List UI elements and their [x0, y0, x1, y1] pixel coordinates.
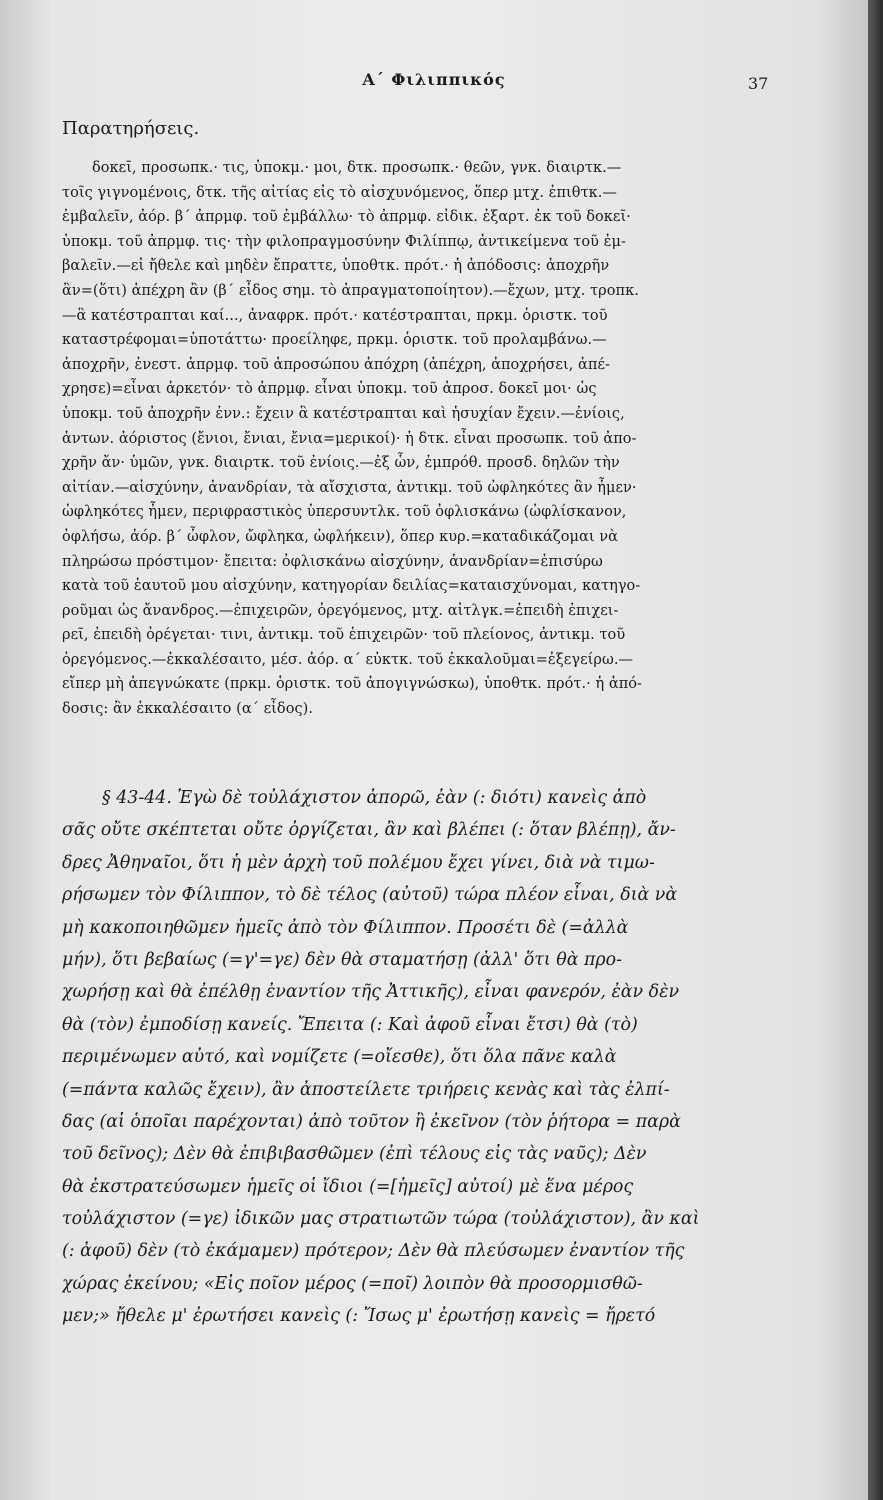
translation-line: δρες Ἀθηναῖοι, ὅτι ἡ μὲν ἀρχὴ τοῦ πολέμου ἔχει γίνει, διὰ νὰ τιμω-	[62, 852, 655, 873]
translation-line: § 43-44. Ἐγὼ δὲ τοὐλάχιστον ἀπορῶ, ἐὰν (: διότι) κανεὶς ἀπὸ	[102, 788, 647, 808]
translation-line: χωρήσῃ καὶ θὰ ἐπέλθῃ ἐναντίον τῆς Ἀττικῆς), εἶναι φανερόν, ἐὰν δὲν	[62, 982, 680, 1003]
note-line: ρεῖ, ἐπειδὴ ὀρέγεται· τινι, ἀντικμ. τοῦ ἐπιχειρῶν· τοῦ πλείονος, ἀντικμ. τοῦ	[62, 627, 626, 644]
translation-line: θὰ ἐκστρατεύσωμεν ἡμεῖς οἱ ἴδιοι (=[ἡμεῖς] αὐτοί) μὲ ἕνα μέρος	[62, 1176, 634, 1197]
translation-line: ρήσωμεν τὸν Φίλιππον, τὸ δὲ τέλος (αὐτοῦ) τώρα πλέον εἶναι, διὰ νὰ	[62, 885, 678, 906]
section-heading: Παρατηρήσεις.	[62, 118, 200, 139]
note-line: κατὰ τοῦ ἑαυτοῦ μου αἰσχύνην, κατηγορίαν δειλίας=καταισχύνομαι, κατηγο-	[62, 578, 641, 595]
translation-line: τοῦ δεῖνος); Δὲν θὰ ἐπιβιβασθῶμεν (ἐπὶ τέλους εἰς τὰς ναῦς); Δὲν	[62, 1144, 647, 1165]
note-line: ὀφλήσω, ἀόρ. β΄ ὦφλον, ὤφληκα, ὠφλήκειν), ὅπερ κυρ.=καταδικάζομαι νὰ	[62, 528, 618, 545]
note-line: δοσις: ἂν ἐκκαλέσαιτο (α΄ εἶδος).	[62, 701, 314, 718]
note-line: ὠφληκότες ἦμεν, περιφραστικὸς ὑπερσυντλκ. τοῦ ὀφλισκάνω (ὠφλίσκανον,	[62, 504, 627, 521]
page-number: 37	[748, 74, 769, 93]
note-line: ὑποκμ. τοῦ ἀπρμφ. τις· τὴν φιλοπραγμοσύνην Φιλίππῳ, ἀντικείμενα τοῦ ἐμ-	[62, 233, 626, 250]
note-line: ροῦμαι ὡς ἄνανδρος.—ἐπιχειρῶν, ὀρεγόμενος, μτχ. αἰτλγκ.=ἐπειδὴ ἐπιχει-	[62, 602, 619, 619]
translation-line: χώρας ἐκείνου; «Εἰς ποῖον μέρος (=ποῖ) λοιπὸν θὰ προσορμισθῶ-	[62, 1273, 643, 1294]
note-line: χρησε)=εἶναι ἀρκετόν· τὸ ἀπρμφ. εἶναι ὑποκμ. τοῦ ἀπροσ. δοκεῖ μοι· ὡς	[62, 381, 597, 398]
running-head: Α΄ Φιλιππικός	[362, 70, 506, 89]
translation-line: περιμένωμεν αὐτό, καὶ νομίζετε (=οἴεσθε), ὅτι ὅλα πᾶνε καλὰ	[62, 1047, 617, 1068]
note-line: ὑποκμ. τοῦ ἀποχρῆν ἐνν.: ἔχειν ἃ κατέστραπται καὶ ἡσυχίαν ἔχειν.—ἐνίοις,	[62, 405, 625, 422]
note-line: αἰτίαν.—αἰσχύνην, ἀνανδρίαν, τὰ αἴσχιστα, ἀντικμ. τοῦ ὠφληκότες ἂν ἦμεν·	[62, 479, 637, 496]
note-line: καταστρέφομαι=ὑποτάττω· προείληφε, πρκμ. ὁριστκ. τοῦ προλαμβάνω.—	[62, 332, 607, 349]
note-line: τοῖς γιγνομένοις, δτκ. τῆς αἰτίας εἰς τὸ αἰσχυνόμενος, ὅπερ μτχ. ἐπιθτκ.—	[62, 184, 617, 201]
note-line: ἂν=(ὅτι) ἀπέχρη ἂν (β΄ εἶδος σημ. τὸ ἀπραγματοποίητον).—ἔχων, μτχ. τροπκ.	[62, 282, 639, 299]
translation-line: (: ἀφοῦ) δὲν (τὸ ἐκάμαμεν) πρότερον; Δὲν θὰ πλεύσωμεν ἐναντίον τῆς	[62, 1241, 685, 1262]
translation-line: (=πάντα καλῶς ἔχειν), ἂν ἀποστείλετε τριήρεις κενὰς καὶ τὰς ἐλπί-	[62, 1079, 670, 1100]
translation-line: θὰ (τὸν) ἐμποδίσῃ κανείς. Ἔπειτα (: Καὶ ἀφοῦ εἶναι ἔτσι) θὰ (τὸ)	[62, 1014, 638, 1035]
notes-block	[62, 156, 767, 722]
note-line: —ἃ κατέστραπται καί..., ἀναφρκ. πρότ.· κατέστραπται, πρκμ. ὁριστκ. τοῦ	[62, 307, 608, 324]
translation-block	[62, 782, 767, 1333]
translation-line: δας (αἱ ὁποῖαι παρέχονται) ἀπὸ τοῦτον ἢ ἐκεῖνον (τὸν ῥήτορα = παρὰ	[62, 1111, 681, 1132]
translation-line: μήν), ὅτι βεβαίως (=γ'=γε) δὲν θὰ σταματήσῃ (ἀλλ' ὅτι θὰ προ-	[62, 949, 623, 970]
translation-line: τοὐλάχιστον (=γε) ἰδικῶν μας στρατιωτῶν τώρα (τοὐλάχιστον), ἂν καὶ	[62, 1209, 700, 1230]
note-line: ἀποχρῆν, ἐνεστ. ἀπρμφ. τοῦ ἀπροσώπου ἀπόχρη (ἀπέχρη, ἀποχρήσει, ἀπέ-	[62, 356, 610, 373]
translation-line: μὴ κακοποιηθῶμεν ἡμεῖς ἀπὸ τὸν Φίλιππον. Προσέτι δὲ (=ἀλλὰ	[62, 917, 629, 938]
note-line: χρῆν ἄν· ὑμῶν, γνκ. διαιρτκ. τοῦ ἐνίοις.—ἐξ ὧν, ἐμπρόθ. προσδ. δηλῶν τὴν	[62, 455, 620, 472]
translation-line: σᾶς οὔτε σκέπτεται οὔτε ὀργίζεται, ἂν καὶ βλέπει (: ὅταν βλέπῃ), ἄν-	[62, 820, 676, 841]
note-line: ὀρεγόμενος.—ἐκκαλέσαιτο, μέσ. ἀόρ. α΄ εὐκτκ. τοῦ ἐκκαλοῦμαι=ἐξεγείρω.—	[62, 651, 634, 668]
page-edge-shadow	[868, 0, 883, 1500]
note-line: βαλεῖν.—εἰ ἤθελε καὶ μηδὲν ἔπραττε, ὑποθτκ. πρότ.· ἡ ἀπόδοσις: ἀποχρῆν	[62, 258, 610, 275]
note-line: ἐμβαλεῖν, ἀόρ. β΄ ἀπρμφ. τοῦ ἐμβάλλω· τὸ ἀπρμφ. εἰδικ. ἐξαρτ. ἐκ τοῦ δοκεῖ·	[62, 209, 631, 226]
translation-line: μεν;» ἤθελε μ' ἐρωτήσει κανεὶς (: Ἴσως μ' ἐρωτήσῃ κανεὶς = ἤρετό	[62, 1306, 656, 1327]
note-line: δοκεῖ, προσωπκ.· τις, ὑποκμ.· μοι, δτκ. προσωπκ.· θεῶν, γνκ. διαιρτκ.—	[92, 160, 622, 176]
note-line: πληρώσω πρόστιμον· ἔπειτα: ὀφλισκάνω αἰσχύνην, ἀνανδρίαν=ἐπισύρω	[62, 553, 603, 570]
note-line: ἀντων. ἀόριστος (ἔνιοι, ἔνιαι, ἔνια=μερικοί)· ἡ δτκ. εἶναι προσωπκ. τοῦ ἀπο-	[62, 430, 637, 447]
note-line: εἴπερ μὴ ἀπεγνώκατε (πρκμ. ὁριστκ. τοῦ ἀπογιγνώσκω), ὑποθτκ. πρότ.· ἡ ἀπό-	[62, 676, 643, 693]
